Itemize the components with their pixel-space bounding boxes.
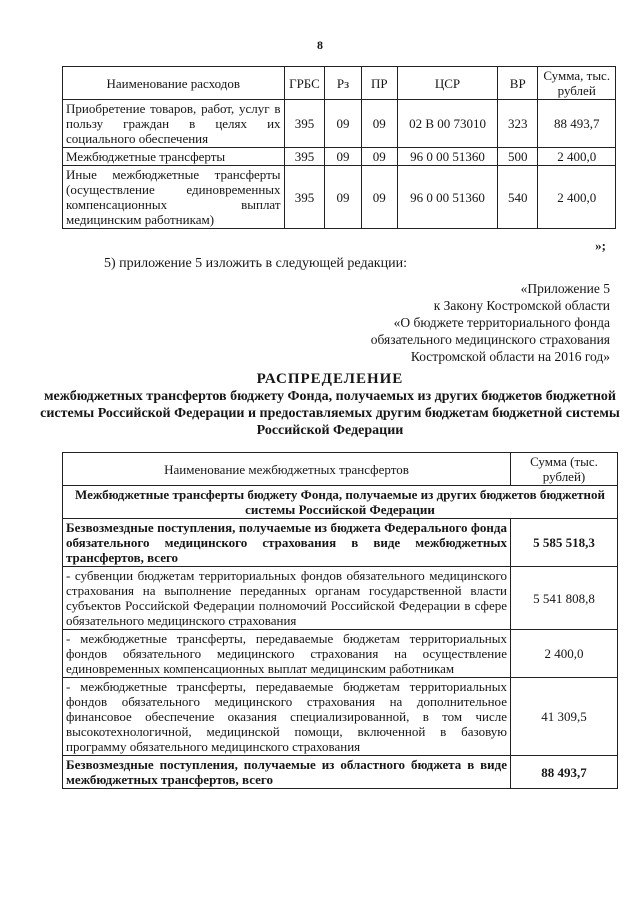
header-rz: Рз <box>325 67 361 100</box>
annex-line: «Приложение 5 <box>520 281 610 296</box>
table-row <box>63 166 616 229</box>
cell-vr: 323 <box>498 100 538 148</box>
document-heading <box>30 370 630 439</box>
annex-line: Костромской области на 2016 год» <box>410 349 610 364</box>
cell-rz: 09 <box>325 100 361 148</box>
cell-sum: 2 400,0 <box>511 630 618 678</box>
annex-line: к Закону Костромской области <box>433 298 610 313</box>
cell-pr: 09 <box>361 148 397 166</box>
cell-sum: 2 400,0 <box>538 148 616 166</box>
header-transfer-name: Наименование межбюджетных трансфертов <box>63 453 511 486</box>
expenses-table-header <box>63 67 616 100</box>
cell-name: Безвозмездные поступления, получаемые из областного бюджета в виде межбюджетных трансфертов, всего <box>63 756 511 789</box>
annex-line: «О бюджете территориального фонда <box>393 315 610 330</box>
table-row <box>63 519 618 567</box>
cell-name: Иные межбюджетные трансферты (осуществление единовременных компенсационных выплат медицинским работникам) <box>63 166 285 229</box>
cell-vr: 540 <box>498 166 538 229</box>
cell-sum: 41 309,5 <box>511 678 618 756</box>
table-row <box>63 567 618 630</box>
table-row <box>63 100 616 148</box>
item-5-text: 5) приложение 5 изложить в следующей редакции: <box>104 256 407 271</box>
cell-sum: 2 400,0 <box>538 166 616 229</box>
cell-name: Безвозмездные поступления, получаемые из бюджета Федерального фонда обязательного медицинского страхования в виде межбюджетных трансфертов, всего <box>63 519 511 567</box>
header-sum: Сумма, тыс. рублей <box>538 67 616 100</box>
table-row <box>63 148 616 166</box>
quote-end: »; <box>595 238 606 253</box>
expenses-table <box>62 66 616 229</box>
table-row <box>63 756 618 789</box>
header-transfer-sum: Сумма (тыс. рублей) <box>511 453 618 486</box>
heading-subtitle: межбюджетных трансфертов бюджету Фонда, получаемых из других бюджетов бюджетной системы Российской Федерации и предоставляемых другим бюджетам бюджетной системы Российской Федерации <box>40 389 620 438</box>
cell-pr: 09 <box>361 100 397 148</box>
cell-grbs: 395 <box>284 166 325 229</box>
transfers-table <box>62 452 618 789</box>
annex-reference <box>290 280 610 365</box>
cell-grbs: 395 <box>284 100 325 148</box>
cell-rz: 09 <box>325 166 361 229</box>
header-name: Наименование расходов <box>63 67 285 100</box>
cell-vr: 500 <box>498 148 538 166</box>
cell-name: Межбюджетные трансферты <box>63 148 285 166</box>
cell-sum: 88 493,7 <box>511 756 618 789</box>
cell-name: - межбюджетные трансферты, передаваемые бюджетам территориальных фондов обязательного медицинского страхования на дополнительное финансовое обеспечение оказания специализированной, в том числе высокотехнологичной, медицинской помощи, включенной в базовую программу обязательного медицинского страхования <box>63 678 511 756</box>
heading-title: РАСПРЕДЕЛЕНИЕ <box>256 371 404 387</box>
annex-line: обязательного медицинского страхования <box>370 332 610 347</box>
cell-grbs: 395 <box>284 148 325 166</box>
cell-name: Приобретение товаров, работ, услуг в пользу граждан в целях их социального обеспечения <box>63 100 285 148</box>
section-row <box>63 486 618 519</box>
cell-csr: 02 В 00 73010 <box>397 100 497 148</box>
cell-csr: 96 0 00 51360 <box>397 148 497 166</box>
cell-csr: 96 0 00 51360 <box>397 166 497 229</box>
cell-sum: 88 493,7 <box>538 100 616 148</box>
cell-rz: 09 <box>325 148 361 166</box>
transfers-table-header <box>63 453 618 486</box>
cell-pr: 09 <box>361 166 397 229</box>
cell-name: - межбюджетные трансферты, передаваемые бюджетам территориальных фондов обязательного медицинского страхования на осуществление единовременных компенсационных выплат медицинским работникам <box>63 630 511 678</box>
table-row <box>63 678 618 756</box>
header-vr: ВР <box>498 67 538 100</box>
header-csr: ЦСР <box>397 67 497 100</box>
header-pr: ПР <box>361 67 397 100</box>
section-title: Межбюджетные трансферты бюджету Фонда, получаемые из других бюджетов бюджетной системы Российской Федерации <box>63 486 618 519</box>
header-grbs: ГРБС <box>284 67 325 100</box>
cell-sum: 5 541 808,8 <box>511 567 618 630</box>
cell-name: - субвенции бюджетам территориальных фондов обязательного медицинского страхования на выполнение переданных органам государственной власти субъектов Российской Федерации полномочий Российской Федерации в сфере обязательного медицинского страхования <box>63 567 511 630</box>
page-number: 8 <box>317 38 323 52</box>
cell-sum: 5 585 518,3 <box>511 519 618 567</box>
table-row <box>63 630 618 678</box>
